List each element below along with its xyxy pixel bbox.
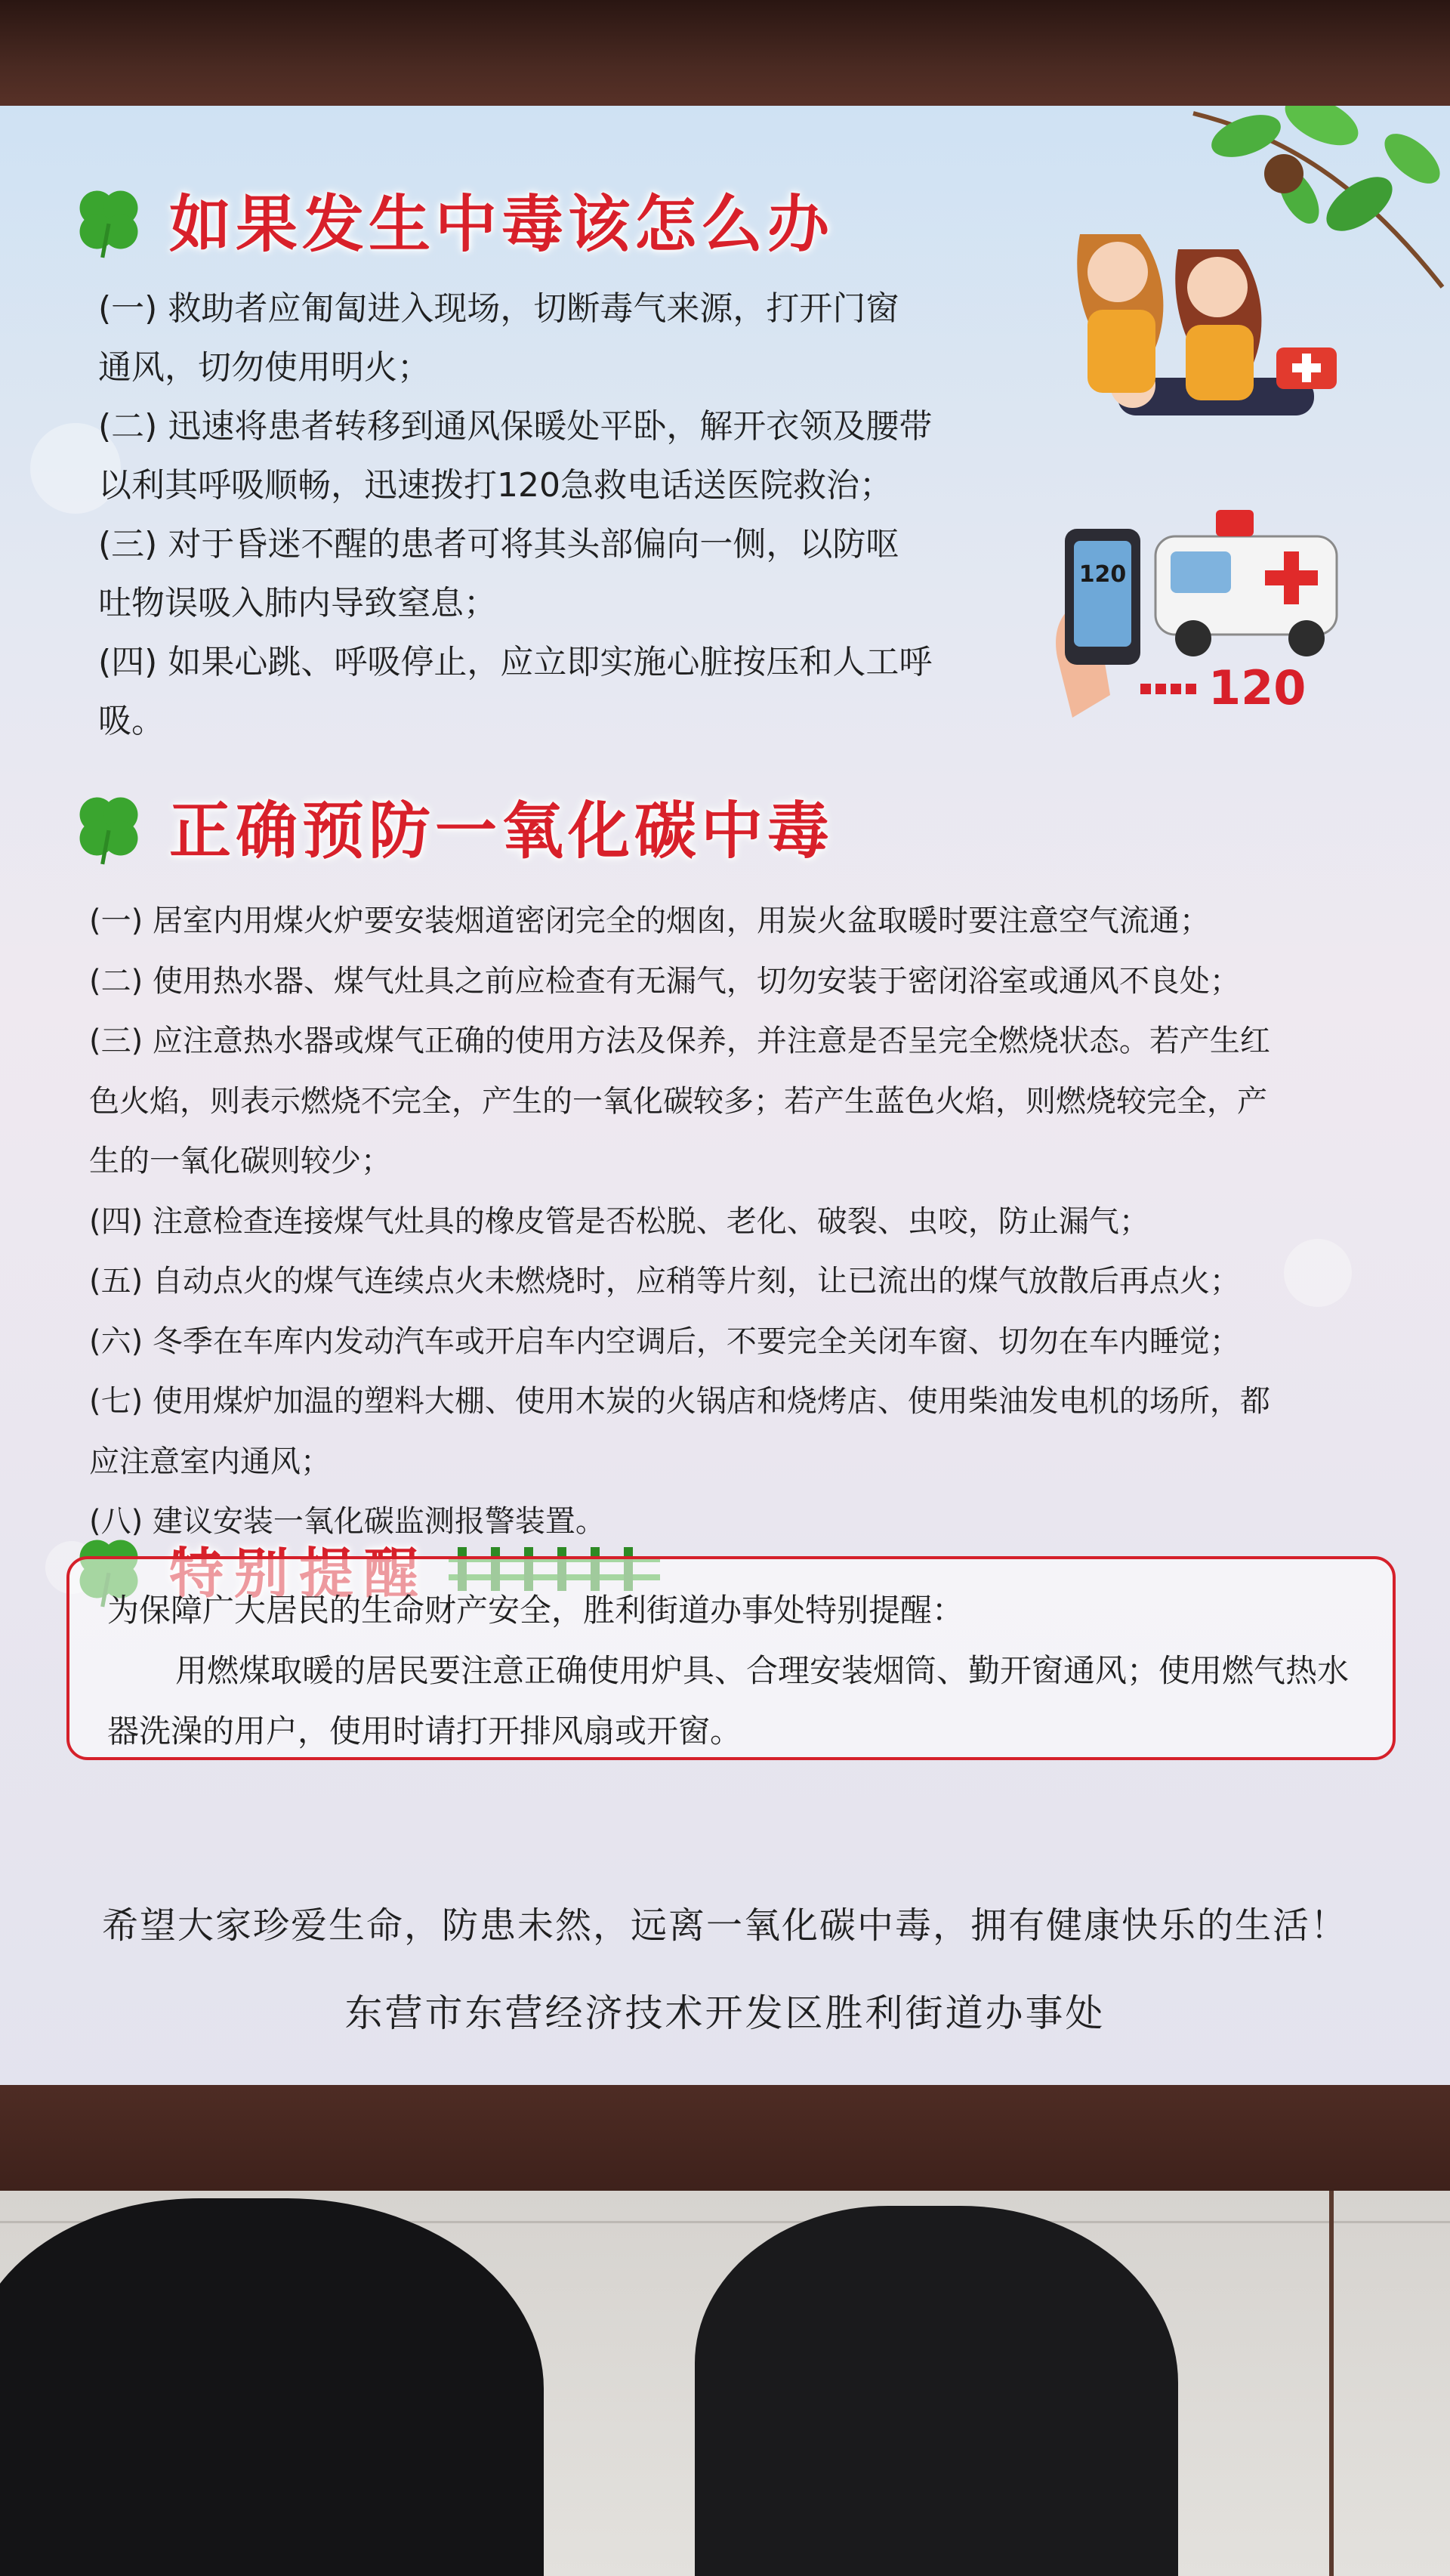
list-line: 吐物误吸入肺内导致窒息； [98,584,497,622]
list-line: 生的一氧化碳则较少； [89,1144,391,1178]
issuer-signature: 东营市东营经济技术开发区胜利街道办事处 [344,1991,1106,2035]
emergency-call-illustration [1042,468,1374,725]
list-line: (三) 应注意热水器或煤气正确的使用方法及保养，并注意是否呈完全燃烧状态。若产生红 [89,1024,1270,1058]
closing-message: 希望大家珍爱生命，防患未然，远离一氧化碳中毒，拥有健康快乐的生活！ [101,1904,1348,1947]
list-line: 应注意室内通风； [89,1444,331,1479]
list-line: (二) 迅速将患者转移到通风保暖处平卧，解开衣领及腰带 [98,407,933,446]
list-line: 通风，切勿使用明火； [98,348,430,387]
list-line: (八) 建议安装一氧化碳监测报警装置。 [89,1504,606,1539]
floor-background [0,2191,1450,2576]
phone-screen-text: 120 [1078,561,1127,588]
clover-icon [69,181,148,259]
list-line: 以利其呼吸顺畅，迅速拨打120急救电话送医院救治； [98,466,893,505]
list-line: (三) 对于昏迷不醒的患者可将其头部偏向一侧，以防呕 [98,525,899,564]
door-frame [1329,2191,1334,2576]
rescuers-illustration [1050,204,1352,446]
list-line: 吸。 [98,702,165,740]
list-line: 色火焰，则表示燃烧不完全，产生的一氧化碳较多；若产生蓝色火焰，则燃烧较完全，产 [89,1083,1267,1119]
section-heading-first-aid [69,175,834,264]
notice-body: 用燃煤取暖的居民要注意正确使用炉具、合理安装烟筒、勤开窗通风；使用燃气热水器洗澡的用户，使用时请打开排风扇或开窗。 [107,1652,1350,1750]
section-title: 正确预防一氧化碳中毒 [169,795,835,867]
first-aid-list [98,280,974,751]
section-title: 如果发生中毒该怎么办 [169,188,835,261]
section-heading-prevention [69,782,834,870]
list-line: (四) 注意检查连接煤气灶具的橡皮管是否松脱、老化、破裂、虫咬，防止漏气； [89,1203,1149,1239]
list-line: (六) 冬季在车库内发动汽车或开启车内空调后，不要完全关闭车窗、切勿在车内睡觉； [89,1324,1240,1359]
list-line: (一) 救助者应匍匐进入现场，切断毒气来源，打开门窗 [98,289,899,328]
clover-icon [69,787,148,866]
prevention-list [89,891,1373,1552]
shoe-shadow [695,2206,1178,2576]
special-reminder-box [66,1556,1396,1760]
ambulance-number: 120 [1208,660,1307,715]
list-line: (一) 居室内用煤火炉要安装烟道密闭完全的烟囱，用炭火盆取暖时要注意空气流通； [89,903,1210,938]
list-line: (四) 如果心跳、呼吸停止，应立即实施心脏按压和人工呼 [98,643,933,681]
dark-clothing-shadow [0,2198,544,2576]
table-surface-top [0,0,1450,113]
list-line: (七) 使用煤炉加温的塑料大棚、使用木炭的火锅店和烧烤店、使用柴油发电机的场所，都 [89,1384,1270,1419]
notice-intro: 为保障广大居民的生命财产安全，胜利街道办事处特别提醒： [107,1592,964,1629]
table-surface-bottom [0,2085,1450,2206]
list-line: (五) 自动点火的煤气连续点火未燃烧时，应稍等片刻，让已流出的煤气放散后再点火； [89,1264,1240,1299]
list-line: (二) 使用热水器、煤气灶具之前应检查有无漏气，切勿安装于密闭浴室或通风不良处； [89,963,1240,999]
poster [0,106,1450,2100]
